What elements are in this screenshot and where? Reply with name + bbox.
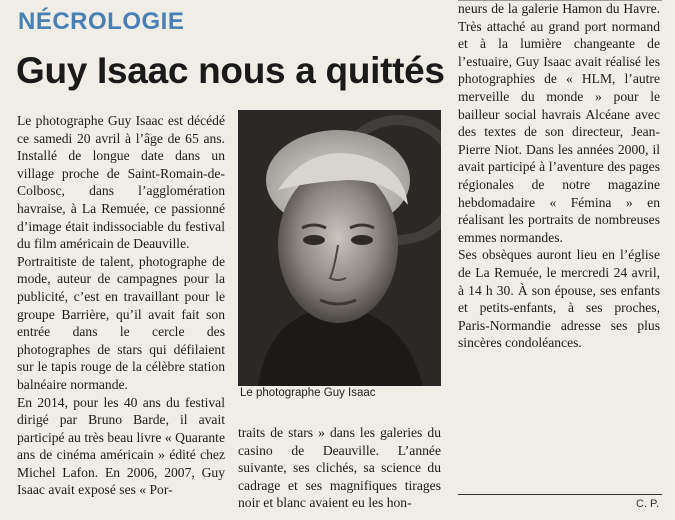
paragraph-3: En 2014, pour les 40 ans du festival dirigé par Bruno Barde, il avait participé au très beau livre « Quarante ans de cinéma américain » édité chez Michel Lafon. En 2006, 2007, Guy Isaac avait exposé ses « Por- <box>17 394 225 498</box>
section-rubric: NÉCROLOGIE <box>18 8 185 35</box>
article-headline: Guy Isaac nous a quittés <box>16 50 445 91</box>
article-column-1 <box>17 112 225 499</box>
paragraph-5: neurs de la galerie Hamon du Havre. Très attaché au grand port normand et à la lumière changeante de l’estuaire, Guy Isaac avait réalisé les photographies de « HLM, l’autre merveille du monde » pour le bailleur social havrais Alcéane avec des textes de son directeur, Jean-Pierre Niot. Dans les années 2000, il avait participé à l’aventure des pages régionales de notre magazine hebdomadaire « Fémina » en réalisant les portraits de nombreuses emmes normandes. <box>458 1 660 245</box>
article-column-3 <box>458 0 660 352</box>
paragraph-2: Portraitiste de talent, photographe de mode, auteur de campagnes pour la publicité, c’est en travaillant pour le groupe Barrière, qu’il avait fait son entrée dans le cercle des photographes de stars qui défilaient sur le tapis rouge de la célèbre station balnéaire normande. <box>17 253 225 392</box>
photo-caption: Le photographe Guy Isaac <box>240 387 376 399</box>
end-rule <box>458 494 662 495</box>
article-column-2 <box>238 424 441 512</box>
author-initials: C. P. <box>636 498 660 510</box>
portrait-illustration <box>238 110 441 386</box>
paragraph-6: Ses obsèques auront lieu en l’église de La Remuée, le mercredi 24 avril, à 14 h 30. À son épouse, ses enfants et petits-enfants, à ses proches, Paris-Normandie adresse ses plus sincères condoléances. <box>458 247 660 351</box>
paragraph-4: traits de stars » dans les galeries du casino de Deauville. L’année suivante, ses clichés, sa science du cadrage et ses magnifiques tirages noir et blanc avaient eu les hon- <box>238 425 441 511</box>
paragraph-1: Le photographe Guy Isaac est décédé ce samedi 20 avril à l’âge de 65 ans. Installé de longue date dans un village proche de Saint-Romain-de-Colbosc, dans l’agglomération havraise, à La Remuée, ce passionné d’image était indissociable du festival du film américain de Deauville. <box>17 113 225 252</box>
portrait-photo <box>238 110 441 386</box>
